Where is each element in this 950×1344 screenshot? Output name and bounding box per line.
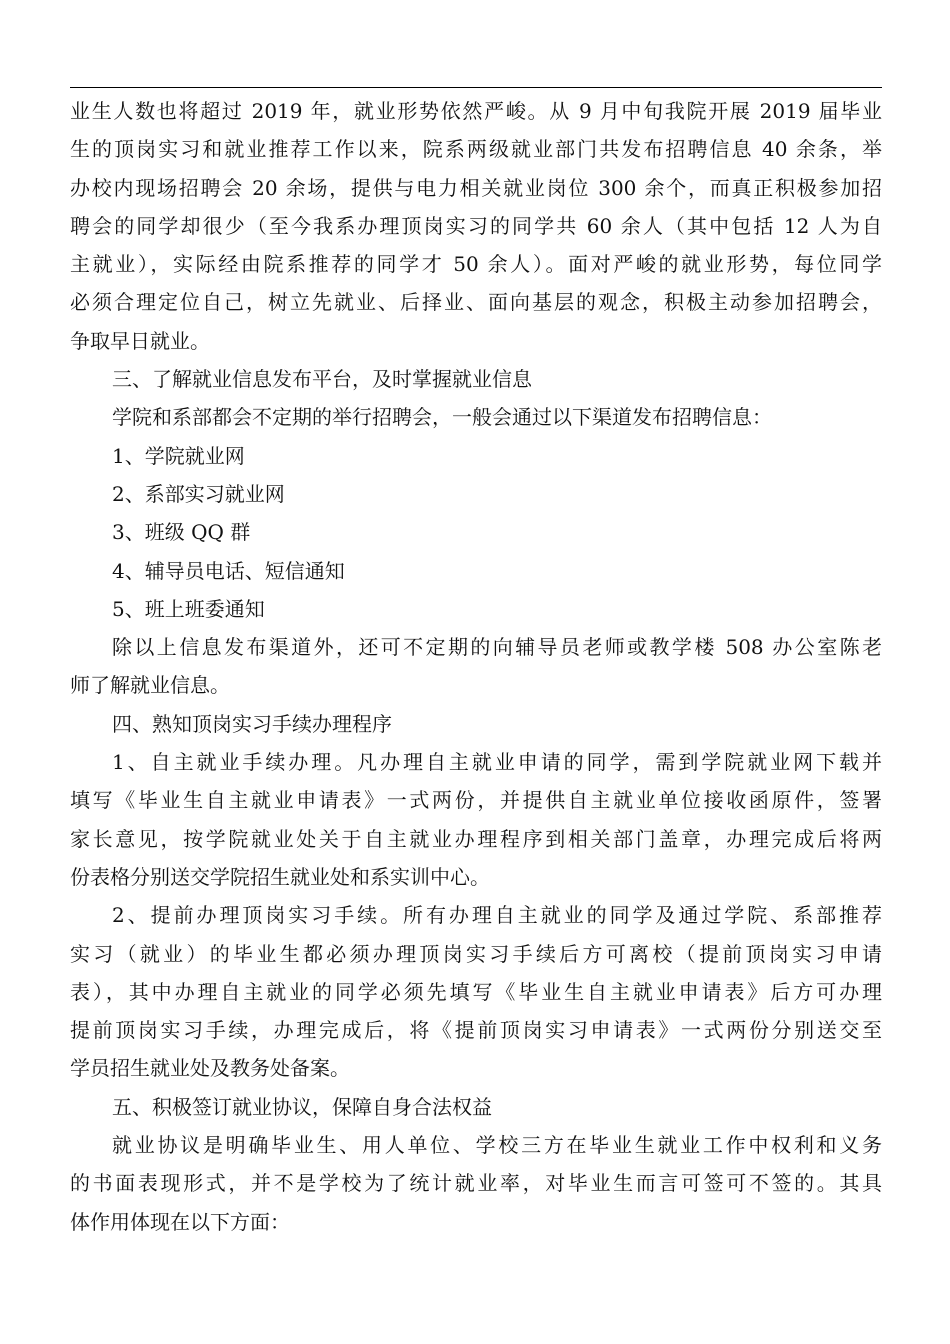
list-item: 2、系部实习就业网 [112,481,285,506]
body-line: 份表格分别送交学院招生就业处和系实训中心。 [70,864,490,889]
list-item: 5、班上班委通知 [112,596,265,621]
body-line: 学员招生就业处及教务处备案。 [70,1056,350,1081]
list-item: 4、辅导员电话、短信通知 [112,558,345,583]
body-line: 主就业），实际经由院系推荐的同学才 50 余人）。面对严峻的就业形势，每位同学 [70,252,882,277]
section-heading: 三、了解就业信息发布平台，及时掌握就业信息 [112,367,532,392]
document-body [70,92,882,1241]
body-line: 的书面表现形式，并不是学校为了统计就业率，对毕业生而言可签可不签的。其具 [70,1171,882,1196]
body-line: 1、自主就业手续办理。凡办理自主就业申请的同学，需到学院就业网下载并 [112,750,882,775]
body-line: 争取早日就业。 [70,328,210,353]
body-line: 师了解就业信息。 [70,673,230,698]
body-line: 聘会的同学却很少（至今我系办理顶岗实习的同学共 60 余人（其中包括 12 人为自 [70,213,882,238]
header-rule [70,87,882,88]
body-line: 必须合理定位自己，树立先就业、后择业、面向基层的观念，积极主动参加招聘会， [70,290,882,315]
body-line: 家长意见，按学院就业处关于自主就业办理程序到相关部门盖章，办理完成后将两 [70,826,882,851]
body-line: 业生人数也将超过 2019 年，就业形势依然严峻。从 9 月中旬我院开展 2019 届毕业 [70,99,882,123]
body-line: 填写《毕业生自主就业申请表》一式两份，并提供自主就业单位接收函原件，签署 [70,788,882,813]
body-line: 提前顶岗实习手续，办理完成后，将《提前顶岗实习申请表》一式两份分别送交至 [70,1018,882,1043]
body-line: 表），其中办理自主就业的同学必须先填写《毕业生自主就业申请表》后方可办理 [70,979,882,1004]
list-item: 1、学院就业网 [112,443,245,468]
body-line: 办校内现场招聘会 20 余场，提供与电力相关就业岗位 300 余个，而真正积极参加招 [70,175,882,200]
body-line: 2、提前办理顶岗实习手续。所有办理自主就业的同学及通过学院、系部推荐 [112,903,882,928]
list-item: 3、班级 QQ 群 [112,520,251,545]
section-heading: 五、积极签订就业协议，保障自身合法权益 [112,1094,492,1119]
body-line: 实习（就业）的毕业生都必须办理顶岗实习手续后方可离校（提前顶岗实习申请 [70,941,882,966]
body-line: 体作用体现在以下方面： [70,1209,290,1234]
body-line: 就业协议是明确毕业生、用人单位、学校三方在毕业生就业工作中权利和义务 [112,1133,882,1158]
body-line: 学院和系部都会不定期的举行招聘会，一般会通过以下渠道发布招聘信息： [112,405,772,430]
section-heading: 四、熟知顶岗实习手续办理程序 [112,711,392,736]
body-line: 生的顶岗实习和就业推荐工作以来，院系两级就业部门共发布招聘信息 40 余条，举 [70,137,882,162]
body-line: 除以上信息发布渠道外，还可不定期的向辅导员老师或教学楼 508 办公室陈老 [112,635,882,660]
